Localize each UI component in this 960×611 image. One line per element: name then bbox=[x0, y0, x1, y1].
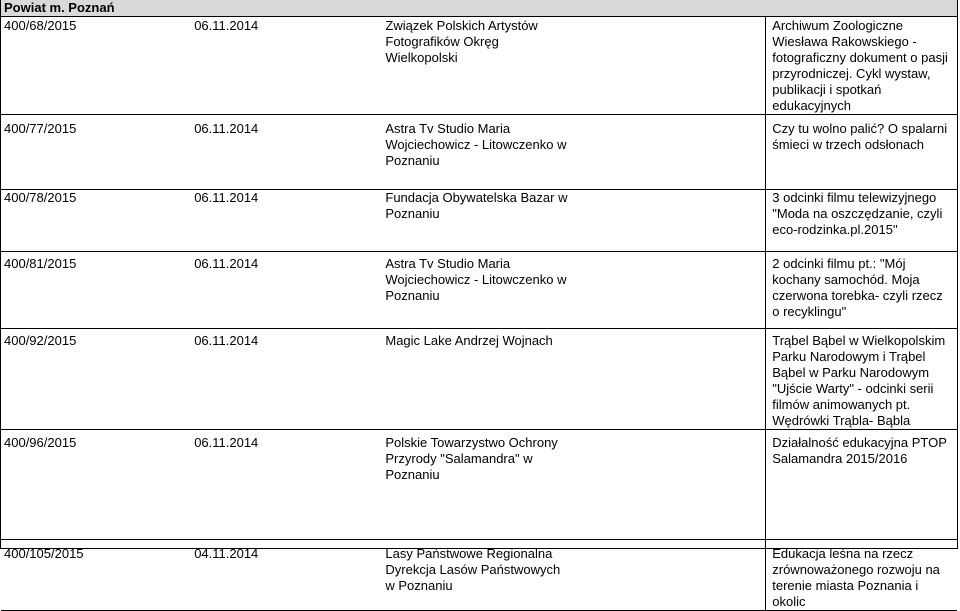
row-organization: Astra Tv Studio Maria Wojciechowicz - Litowczenko w Poznaniu bbox=[383, 115, 574, 190]
row-date: 06.11.2014 bbox=[192, 252, 383, 329]
column-divider bbox=[575, 115, 766, 190]
table-row bbox=[1, 430, 957, 540]
column-divider bbox=[575, 17, 766, 115]
row-number: 400/78/2015 bbox=[1, 190, 192, 252]
row-organization: Fundacja Obywatelska Bazar w Poznaniu bbox=[383, 190, 574, 252]
table-row bbox=[1, 190, 957, 252]
row-description: 2 odcinki filmu pt.: "Mój kochany samochód. Moja czerwona torebka- czyli rzecz o recyklingu" bbox=[766, 252, 957, 329]
row-description: Czy tu wolno palić? O spalarni śmieci w trzech odsłonach bbox=[766, 115, 957, 190]
table-row bbox=[1, 252, 957, 329]
row-date: 06.11.2014 bbox=[192, 430, 383, 540]
row-organization: Związek Polskich Artystów Fotografików Okręg Wielkopolski bbox=[383, 17, 574, 115]
row-number: 400/77/2015 bbox=[1, 115, 192, 190]
row-number: 400/92/2015 bbox=[1, 329, 192, 430]
row-date: 06.11.2014 bbox=[192, 329, 383, 430]
table-row bbox=[1, 540, 957, 611]
column-divider bbox=[575, 329, 766, 430]
row-organization: Lasy Państwowe Regionalna Dyrekcja Lasów Państwowych w Poznaniu bbox=[383, 540, 574, 611]
row-organization: Astra Tv Studio Maria Wojciechowicz - Litowczenko w Poznaniu bbox=[383, 252, 574, 329]
row-date: 06.11.2014 bbox=[192, 17, 383, 115]
row-number: 400/81/2015 bbox=[1, 252, 192, 329]
table-row bbox=[1, 115, 957, 190]
column-divider bbox=[575, 540, 766, 611]
grants-table bbox=[1, 0, 957, 611]
row-description: Trąbel Bąbel w Wielkopolskim Parku Narodowym i Trąbel Bąbel w Parku Narodowym "Ujście Warty" - odcinki serii filmów animowanych pt. Wędrówki Trąbla- Bąbla bbox=[766, 329, 957, 430]
section-title: Powiat m. Poznań bbox=[1, 0, 957, 17]
row-date: 06.11.2014 bbox=[192, 190, 383, 252]
table-row bbox=[1, 17, 957, 115]
row-organization: Magic Lake Andrzej Wojnach bbox=[383, 329, 574, 430]
row-description: Działalność edukacyjna PTOP Salamandra 2015/2016 bbox=[766, 430, 957, 540]
row-number: 400/96/2015 bbox=[1, 430, 192, 540]
column-divider bbox=[575, 190, 766, 252]
table-row bbox=[1, 329, 957, 430]
row-number: 400/68/2015 bbox=[1, 17, 192, 115]
column-divider bbox=[575, 252, 766, 329]
row-date: 04.11.2014 bbox=[192, 540, 383, 611]
row-date: 06.11.2014 bbox=[192, 115, 383, 190]
row-description: Archiwum Zoologiczne Wiesława Rakowskiego - fotograficzny dokument o pasji przyrodniczej. Cykl wystaw, publikacji i spotkań edukacyjnych bbox=[766, 17, 957, 115]
column-divider bbox=[575, 430, 766, 540]
row-number: 400/105/2015 bbox=[1, 540, 192, 611]
row-organization: Polskie Towarzystwo Ochrony Przyrody "Salamandra" w Poznaniu bbox=[383, 430, 574, 540]
row-description: 3 odcinki filmu telewizyjnego "Moda na oszczędzanie, czyli eco-rodzinka.pl.2015" bbox=[766, 190, 957, 252]
table-header-row bbox=[1, 0, 957, 17]
row-description: Edukacja leśna na rzecz zrównoważonego rozwoju na terenie miasta Poznania i okolic bbox=[766, 540, 957, 611]
